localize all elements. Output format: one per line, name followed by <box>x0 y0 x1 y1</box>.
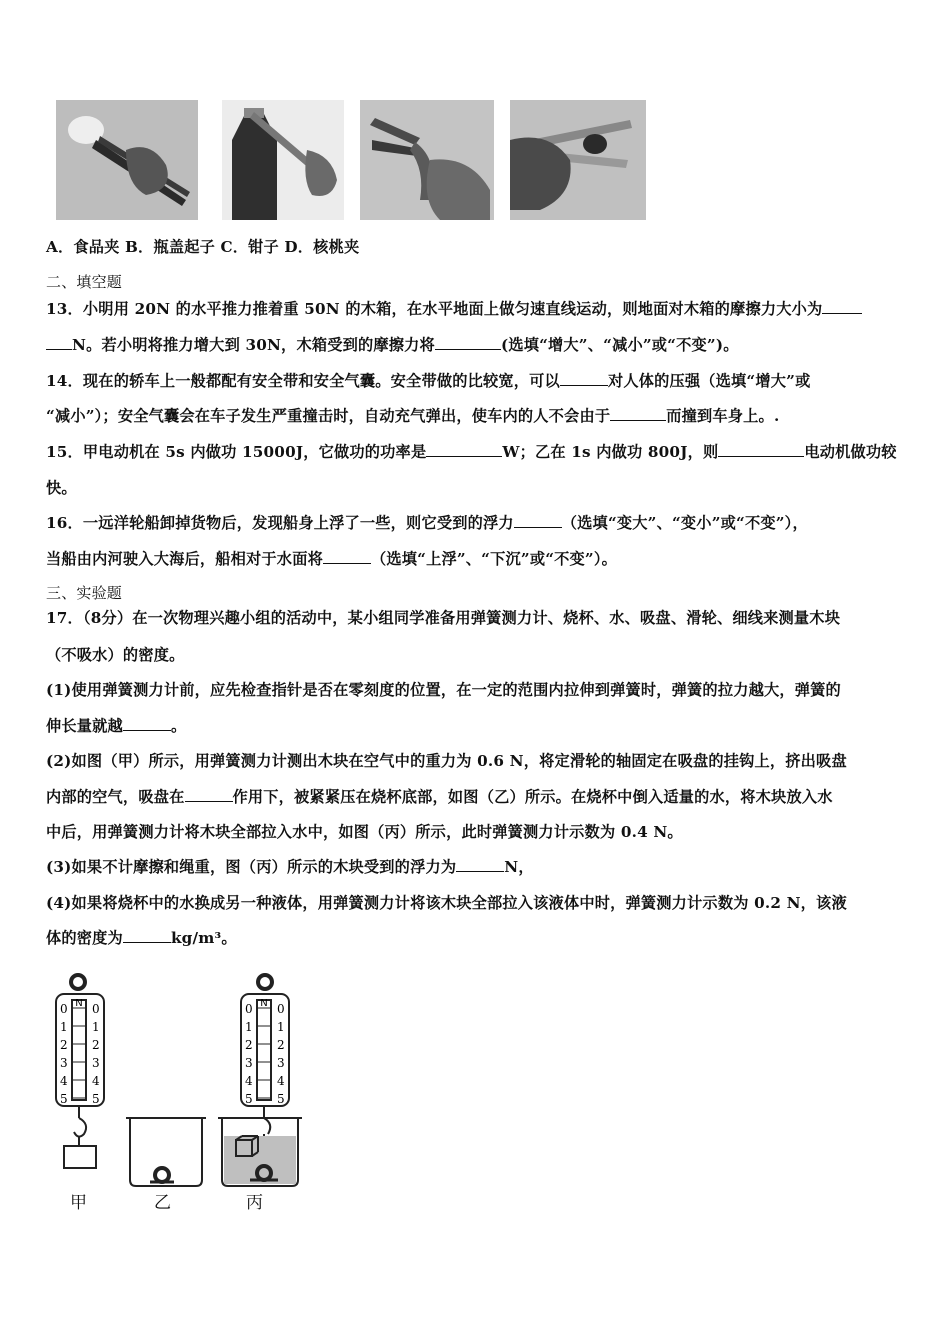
q14-blank1[interactable] <box>560 371 608 386</box>
caption-jia: 甲 <box>70 1193 87 1213</box>
q17-p3-unit: N， <box>504 858 534 876</box>
q14-line1 <box>46 370 910 391</box>
q17-p1-text: 伸长量就越 <box>46 717 123 735</box>
caption-bing: 丙 <box>246 1193 263 1213</box>
q14-text4: 而撞到车身上。. <box>666 407 780 425</box>
q16-line1 <box>46 512 910 533</box>
tick-label: 5 <box>245 1092 253 1106</box>
q14-text3: “减小”）；安全气囊会在车子发生严重撞击时，自动充气弹出，使车内的人不会由于 <box>46 407 611 425</box>
q15-line1 <box>46 441 910 462</box>
section-experiment: 三、实验题 <box>46 584 123 602</box>
q17-p1-line1: (1)使用弹簧测力计前，应先检查指针是否在零刻度的位置，在一定的范围内拉伸到弹簧时，弹簧的拉力越大，弹簧的 <box>46 681 841 699</box>
caption-yi: 乙 <box>154 1193 171 1213</box>
section-fill: 二、填空题 <box>46 273 123 291</box>
tick-label: 5 <box>277 1092 285 1106</box>
q16-line2 <box>46 548 910 569</box>
tick-label: 2 <box>92 1038 100 1052</box>
q15-line2: 快。 <box>46 479 77 497</box>
q13-blank1[interactable] <box>822 299 862 314</box>
q17-p4-line1: (4)如果将烧杯中的水换成另一种液体，用弹簧测力计将该木块全部拉入该液体中时，弹簧测力计示数为 0.2 N，该液 <box>46 894 847 912</box>
q17-line1: 17．（8分）在一次物理兴趣小组的活动中，某小组同学准备用弹簧测力计、烧杯、水、吸盘、滑轮、细线来测量木块 <box>46 609 841 627</box>
q17-blank4[interactable] <box>123 928 171 943</box>
tool-photos <box>56 100 656 222</box>
q15-text3: 电动机做功较 <box>804 443 897 461</box>
q17-p1-end: 。 <box>170 717 187 735</box>
q16-text3: 当船由内河驶入大海后，船相对于水面将 <box>46 550 323 568</box>
tick-label: 1 <box>277 1020 285 1034</box>
q17-p4-unit: kg/m³。 <box>170 929 237 947</box>
q15-text1: 15．甲电动机在 5s 内做功 15000J，它做功的功率是 <box>46 443 427 461</box>
q17-p4-text: 体的密度为 <box>46 929 123 947</box>
photo-nutcracker <box>510 100 646 220</box>
q16-blank2[interactable] <box>323 549 371 564</box>
tick-label: 5 <box>60 1092 68 1106</box>
tick-label: 3 <box>245 1056 253 1070</box>
q13-line2 <box>46 334 910 355</box>
tick-label: 2 <box>277 1038 285 1052</box>
tick-label: 3 <box>60 1056 68 1070</box>
tick-label: 4 <box>245 1074 253 1088</box>
q14-line2 <box>46 405 910 426</box>
q14-blank2[interactable] <box>610 406 666 421</box>
q17-p3-text: (3)如果不计摩擦和绳重，图（丙）所示的木块受到的浮力为 <box>46 858 457 876</box>
q17-p3-line <box>46 856 910 877</box>
q17-blank3[interactable] <box>456 857 504 872</box>
q17-p2-line3: 中后，用弹簧测力计将木块全部拉入水中，如图（丙）所示，此时弹簧测力计示数为 0.4 N。 <box>46 823 683 841</box>
scale-jia-unit: N <box>75 998 83 1009</box>
q16-text2: （选填“变大”、“变小”或“不变”）， <box>561 514 808 532</box>
q17-p4-line2 <box>46 927 910 948</box>
tick-label: 1 <box>92 1020 100 1034</box>
q17-p2-line2 <box>46 786 910 807</box>
tick-label: 0 <box>245 1002 253 1016</box>
tick-label: 1 <box>245 1020 253 1034</box>
q13-text1: 13．小明用 20N 的水平推力推着重 50N 的木箱，在水平地面上做匀速直线运动，则地面对木箱的摩擦力大小为 <box>46 300 823 318</box>
tick-label: 0 <box>60 1002 68 1016</box>
q17-line2: （不吸水）的密度。 <box>46 646 185 664</box>
tick-label: 3 <box>277 1056 285 1070</box>
q17-blank2[interactable] <box>185 787 233 802</box>
photo-pliers <box>360 100 494 220</box>
tick-label: 3 <box>92 1056 100 1070</box>
photo-food-tongs <box>56 100 198 220</box>
tick-label: 1 <box>60 1020 68 1034</box>
q13-text2: N。若小明将推力增大到 30N，木箱受到的摩擦力将 <box>72 336 435 354</box>
tick-label: 4 <box>92 1074 100 1088</box>
tick-label: 2 <box>245 1038 253 1052</box>
experiment-figure <box>50 968 310 1218</box>
q13-blank2[interactable] <box>435 335 501 350</box>
q14-text1: 14．现在的轿车上一般都配有安全带和安全气囊。安全带做的比较宽，可以 <box>46 372 560 390</box>
photo-bottle-opener <box>222 100 344 220</box>
q17-blank1[interactable] <box>123 716 171 731</box>
q16-text4: （选填“上浮”、“下沉”或“不变”）。 <box>370 550 618 568</box>
q16-blank1[interactable] <box>514 513 562 528</box>
q14-text2: 对人体的压强（选填“增大”或 <box>607 372 811 390</box>
q13-line1 <box>46 298 910 319</box>
q15-text2: W；乙在 1s 内做功 800J，则 <box>502 443 719 461</box>
q17-p2-line1: (2)如图（甲）所示，用弹簧测力计测出木块在空气中的重力为 0.6 N，将定滑轮的轴固定在吸盘的挂钩上，挤出吸盘 <box>46 752 847 770</box>
scale-bing-unit: N <box>260 998 268 1009</box>
q13-text3: (选填“增大”、“减小”或“不变”)。 <box>500 336 739 354</box>
q17-p1-line2 <box>46 715 910 736</box>
options-line: A．食品夹 B．瓶盖起子 C．钳子 D．核桃夹 <box>46 238 360 256</box>
tick-label: 0 <box>277 1002 285 1016</box>
q15-blank1[interactable] <box>426 442 502 457</box>
figure-drawing <box>50 968 310 1218</box>
q17-p2-text1: 内部的空气，吸盘在 <box>46 788 185 806</box>
q13-blank1-cont[interactable] <box>46 335 72 350</box>
q16-text1: 16．一远洋轮船卸掉货物后，发现船身上浮了一些，则它受到的浮力 <box>46 514 514 532</box>
tick-label: 5 <box>92 1092 100 1106</box>
q15-blank2[interactable] <box>718 442 804 457</box>
q17-p2-text2: 作用下，被紧紧压在烧杯底部，如图（乙）所示。在烧杯中倒入适量的水，将木块放入水 <box>232 788 833 806</box>
tick-label: 0 <box>92 1002 100 1016</box>
tick-label: 4 <box>277 1074 285 1088</box>
tick-label: 2 <box>60 1038 68 1052</box>
tick-label: 4 <box>60 1074 68 1088</box>
